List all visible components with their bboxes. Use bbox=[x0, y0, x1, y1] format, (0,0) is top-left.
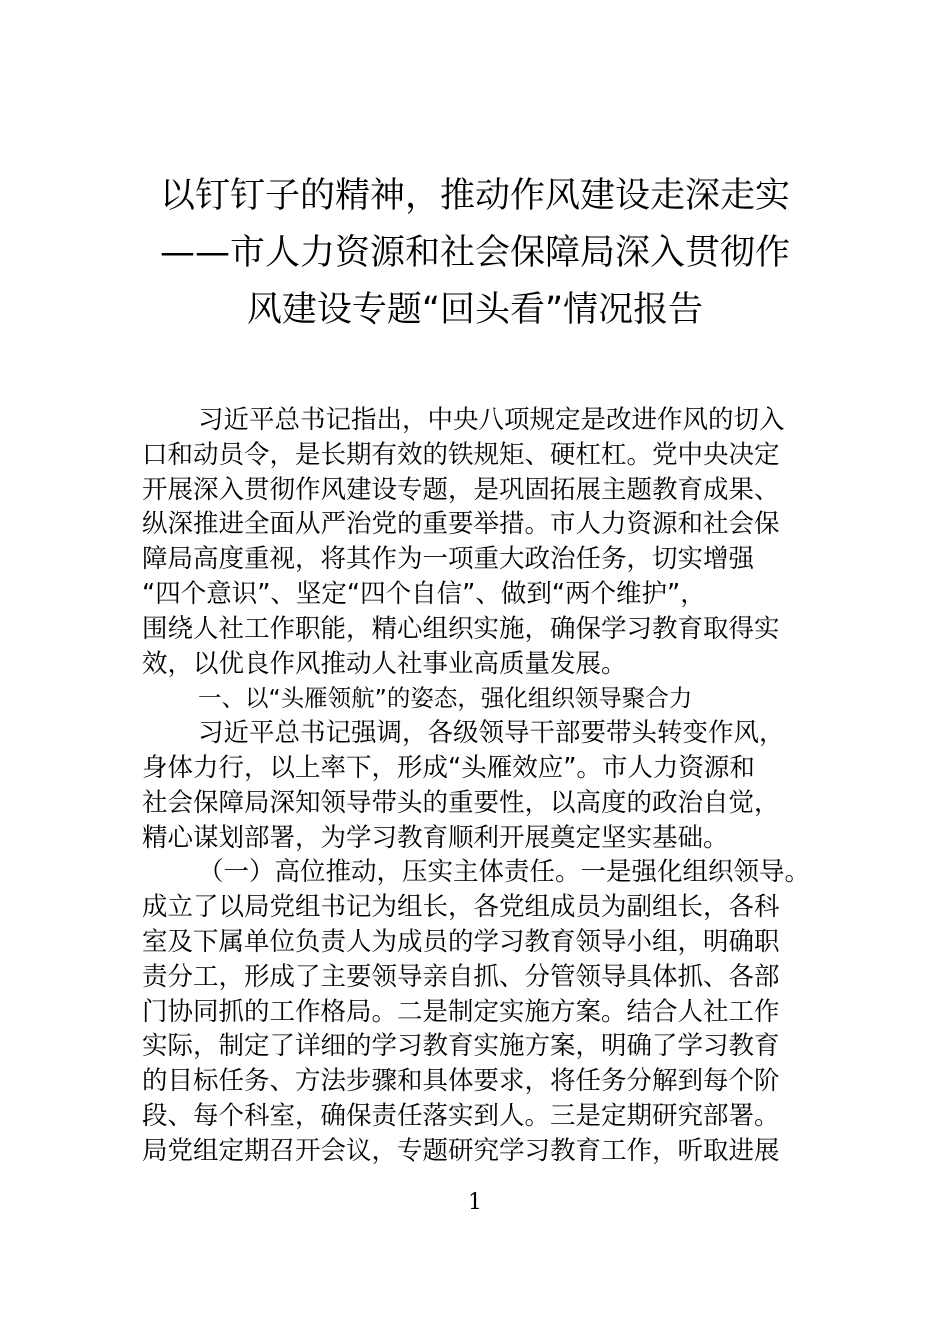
paragraph-line: “四个意识”、坚定“四个自信”、做到“两个维护”， bbox=[142, 578, 706, 609]
paragraph-line: 段、每个科室，确保责任落实到人。三是定期研究部署。 bbox=[142, 1100, 780, 1131]
section-heading: 一、以“头雁领航”的姿态，强化组织领导聚合力 bbox=[198, 684, 693, 713]
paragraph-line: 障局高度重视，将其作为一项重大政治任务，切实增强 bbox=[142, 544, 755, 575]
paragraph-line: 的目标任务、方法步骤和具体要求，将任务分解到每个阶 bbox=[142, 1066, 780, 1097]
paragraph-line: 围绕人社工作职能，精心组织实施，确保学习教育取得实 bbox=[142, 613, 780, 644]
paragraph-line: 精心谋划部署，为学习教育顺利开展奠定坚实基础。 bbox=[142, 822, 729, 853]
paragraph-line: 口和动员令，是长期有效的铁规矩、硬杠杠。党中央决定 bbox=[142, 439, 780, 470]
paragraph-line: 身体力行，以上率下，形成“头雁效应”。市人力资源和 bbox=[142, 752, 755, 783]
title-line-2: ——市人力资源和社会保障局深入贯彻作 bbox=[159, 233, 790, 273]
document-title bbox=[120, 168, 830, 339]
title-line-1: 以钉钉子的精神，推动作风建设走深走实 bbox=[159, 176, 790, 216]
paragraph-line: 室及下属单位负责人为成员的学习教育领导小组，明确职 bbox=[142, 926, 780, 957]
paragraph-line: 习近平总书记指出，中央八项规定是改进作风的切入 bbox=[198, 405, 785, 435]
page-number: 1 bbox=[468, 1190, 482, 1215]
paragraph-line: 成立了以局党组书记为组长，各党组成员为副组长，各科 bbox=[142, 892, 780, 923]
paragraph-line: 效，以优良作风推动人社事业高质量发展。 bbox=[142, 648, 627, 679]
paragraph-line: 开展深入贯彻作风建设专题，是巩固拓展主题教育成果、 bbox=[142, 474, 780, 505]
title-line-3: 风建设专题“回头看”情况报告 bbox=[246, 290, 704, 330]
paragraph-line: 习近平总书记强调，各级领导干部要带头转变作风， bbox=[198, 718, 785, 749]
subsection-line: （一）高位推动，压实主体责任。一是强化组织领导。 bbox=[198, 857, 811, 888]
paragraph-line: 门协同抓的工作格局。二是制定实施方案。结合人社工作 bbox=[142, 996, 780, 1027]
document-body bbox=[142, 403, 814, 1169]
paragraph-line: 纵深推进全面从严治党的重要举措。市人力资源和社会保 bbox=[142, 509, 780, 540]
paragraph-line: 局党组定期召开会议，专题研究学习教育工作，听取进展 bbox=[142, 1135, 780, 1166]
paragraph-line: 社会保障局深知领导带头的重要性，以高度的政治自觉， bbox=[142, 787, 780, 818]
paragraph-line: 责分工，形成了主要领导亲自抓、分管领导具体抓、各部 bbox=[142, 961, 780, 992]
paragraph-line: 实际，制定了详细的学习教育实施方案，明确了学习教育 bbox=[142, 1031, 780, 1062]
